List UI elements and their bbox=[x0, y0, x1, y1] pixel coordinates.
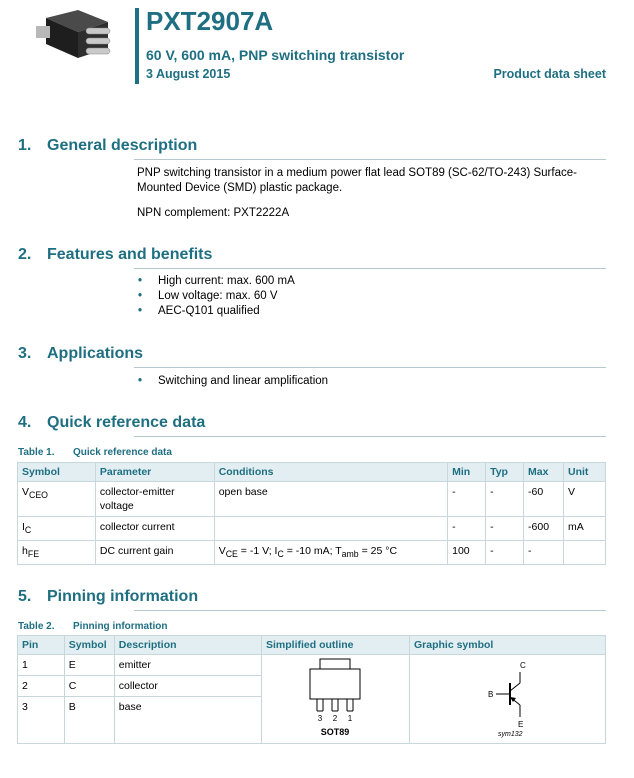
section-rule bbox=[134, 610, 606, 611]
column-header: Pin bbox=[18, 636, 65, 655]
symbol-cell: $V_{CEO}$ bbox=[18, 482, 96, 517]
pin-description-cell: base bbox=[114, 697, 261, 744]
conditions-cell: $V_{CE} = -1$ V; $I_C = -10$ mA; $T_{amb} = 25$ °C bbox=[214, 541, 447, 565]
document-date: 3 August 2015 bbox=[146, 67, 231, 81]
outline-cell bbox=[262, 655, 410, 744]
column-header: Graphic symbol bbox=[409, 636, 605, 655]
max-cell: -600 bbox=[524, 517, 564, 541]
npn-complement-text: NPN complement: PXT2222A bbox=[137, 207, 290, 219]
header-accent-bar bbox=[135, 8, 139, 84]
pin-symbol-cell: B bbox=[64, 697, 114, 744]
sot89-outline-drawing bbox=[262, 655, 408, 739]
typ-cell: - bbox=[486, 482, 524, 517]
pin-description-cell: emitter bbox=[114, 655, 261, 676]
parameter-cell: DC current gain bbox=[95, 541, 214, 565]
column-header: Min bbox=[448, 463, 486, 482]
pnp-transistor-symbol bbox=[410, 655, 604, 739]
general-description-text: PNP switching transistor in a medium power flat lead SOT89 (SC-62/TO-243) Surface-Mounted Device (SMD) plastic package. bbox=[137, 167, 577, 194]
unit-cell: V bbox=[563, 482, 605, 517]
max-cell: - bbox=[524, 541, 564, 565]
column-header: Description bbox=[114, 636, 261, 655]
list-item: • Low voltage: max. 60 V bbox=[138, 290, 278, 302]
parameter-cell: collector-emitter voltage bbox=[95, 482, 214, 517]
column-header: Simplified outline bbox=[262, 636, 410, 655]
list-item: • High current: max. 600 mA bbox=[138, 275, 295, 287]
symbol-reference-label: sym132 bbox=[498, 731, 523, 738]
section-rule bbox=[134, 159, 606, 160]
table-row bbox=[18, 517, 606, 541]
emitter-label: E bbox=[518, 720, 524, 729]
column-header: Conditions bbox=[214, 463, 447, 482]
column-header: Typ bbox=[486, 463, 524, 482]
min-cell: - bbox=[448, 482, 486, 517]
max-cell: -60 bbox=[524, 482, 564, 517]
conditions-cell: open base bbox=[214, 482, 447, 517]
pin-description-cell: collector bbox=[114, 676, 261, 697]
section-rule bbox=[134, 367, 606, 368]
pin-cell: 2 bbox=[18, 676, 65, 697]
symbol-cell: $h_{FE}$ bbox=[18, 541, 96, 565]
min-cell: 100 bbox=[448, 541, 486, 565]
table-row bbox=[18, 541, 606, 565]
outline-pin-label: 2 bbox=[333, 714, 338, 723]
applications-list bbox=[137, 374, 328, 389]
section-rule bbox=[134, 436, 606, 437]
outline-pin-label: 3 bbox=[318, 714, 323, 723]
typ-cell: - bbox=[486, 517, 524, 541]
column-header: Symbol bbox=[18, 463, 96, 482]
features-list bbox=[137, 274, 295, 319]
unit-cell: mA bbox=[563, 517, 605, 541]
pinning-table bbox=[17, 635, 606, 744]
list-item: • Switching and linear amplification bbox=[138, 375, 329, 387]
table-header-row bbox=[18, 463, 606, 482]
conditions-cell bbox=[214, 517, 447, 541]
section-heading-general-description: 1. General description bbox=[18, 137, 198, 154]
base-label: B bbox=[488, 690, 494, 699]
outline-package-label: SOT89 bbox=[321, 727, 350, 737]
table-row bbox=[18, 655, 606, 676]
quick-reference-table bbox=[17, 462, 606, 565]
column-header: Parameter bbox=[95, 463, 214, 482]
pin-symbol-cell: E bbox=[64, 655, 114, 676]
table-header-row bbox=[18, 636, 606, 655]
outline-pin-label: 1 bbox=[348, 714, 353, 723]
section-heading-applications: 3. Applications bbox=[18, 345, 144, 362]
table1-caption: Table 1. Quick reference data bbox=[18, 447, 172, 458]
table-row bbox=[18, 482, 606, 517]
column-header: Max bbox=[524, 463, 564, 482]
column-header: Symbol bbox=[64, 636, 114, 655]
section-heading-quick-reference: 4. Quick reference data bbox=[18, 414, 206, 431]
package-photo bbox=[28, 8, 114, 70]
pin-symbol-cell: C bbox=[64, 676, 114, 697]
graphic-symbol-cell bbox=[409, 655, 605, 744]
pin-cell: 1 bbox=[18, 655, 65, 676]
product-title: PXT2907A bbox=[146, 6, 274, 36]
table2-caption: Table 2. Pinning information bbox=[18, 621, 168, 632]
section-heading-pinning: 5. Pinning information bbox=[18, 588, 199, 605]
unit-cell bbox=[563, 541, 605, 565]
parameter-cell: collector current bbox=[95, 517, 214, 541]
collector-label: C bbox=[520, 661, 527, 670]
column-header: Unit bbox=[563, 463, 605, 482]
symbol-cell: $I_C$ bbox=[18, 517, 96, 541]
document-type: Product data sheet bbox=[493, 67, 606, 81]
product-subtitle: 60 V, 600 mA, PNP switching transistor bbox=[146, 47, 405, 63]
typ-cell: - bbox=[486, 541, 524, 565]
pin-cell: 3 bbox=[18, 697, 65, 744]
min-cell: - bbox=[448, 517, 486, 541]
list-item: • AEC-Q101 qualified bbox=[138, 305, 260, 317]
section-heading-features: 2. Features and benefits bbox=[18, 246, 213, 263]
section-rule bbox=[134, 268, 606, 269]
